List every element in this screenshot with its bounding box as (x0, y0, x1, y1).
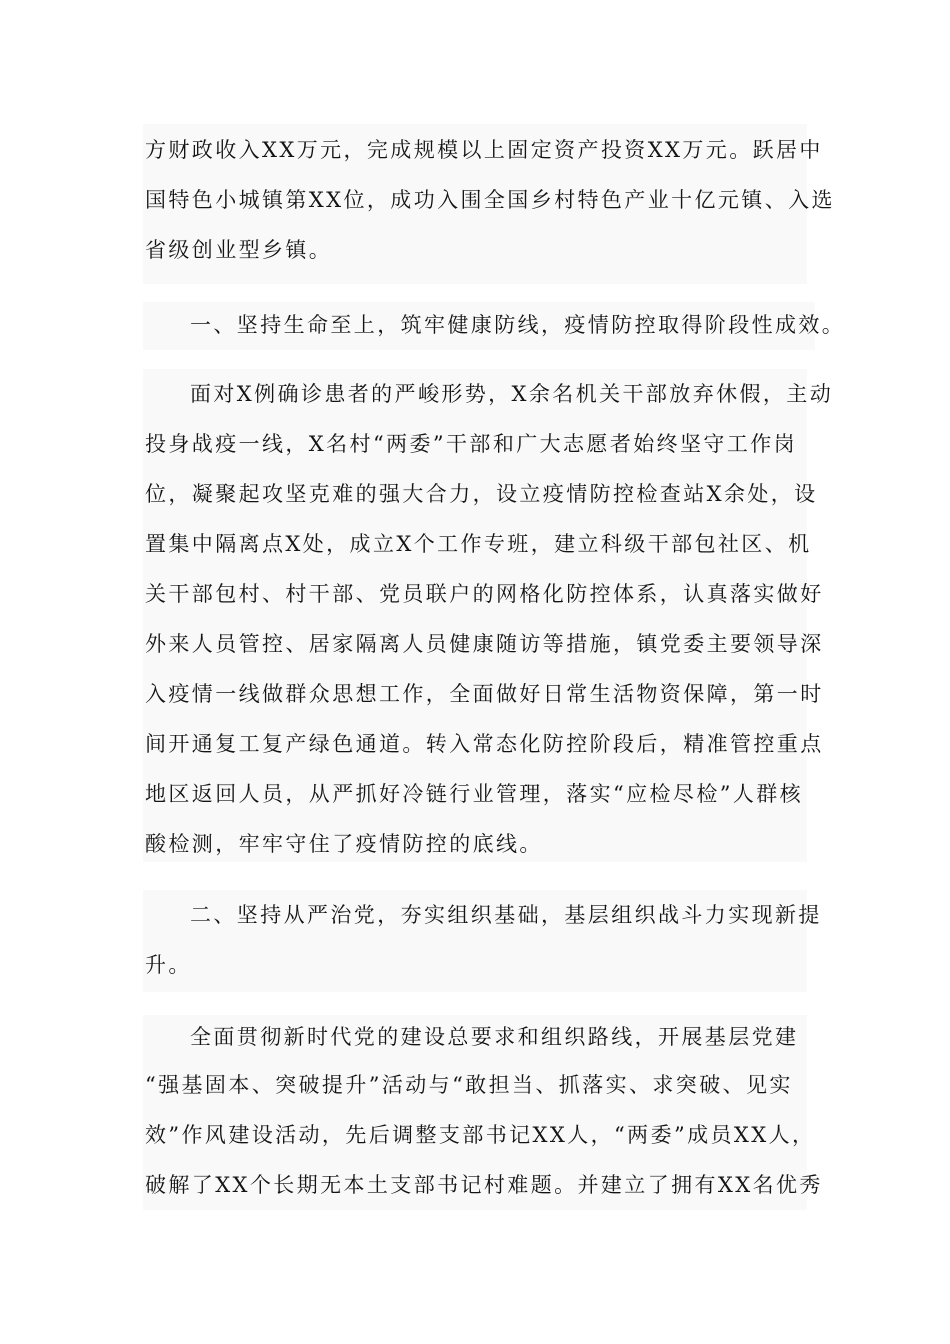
text-line: 关干部包村、村干部、党员联户的网格化防控体系，认真落实做好 (145, 582, 824, 606)
text-line: 面对X例确诊患者的严峻形势，X余名机关干部放弃休假，主动 (190, 382, 834, 406)
text-line: 国特色小城镇第XX位，成功入围全国乡村特色产业十亿元镇、入选 (145, 188, 835, 212)
text-line: 酸检测，牢牢守住了疫情防控的底线。 (145, 832, 543, 856)
text-line: 入疫情一线做群众思想工作，全面做好日常生活物资保障，第一时 (145, 682, 824, 706)
text-line: “强基固本、突破提升”活动与“敢担当、抓落实、求突破、见实 (145, 1073, 793, 1097)
section-2-paragraph (143, 1015, 823, 1210)
text-line: 投身战疫一线，X名村“两委”干部和广大志愿者始终坚守工作岗 (145, 432, 798, 456)
text-line: 外来人员管控、居家隔离人员健康随访等措施，镇党委主要领导深 (145, 632, 824, 656)
text-line: 破解了XX个长期无本土支部书记村难题。并建立了拥有XX名优秀 (145, 1173, 823, 1197)
heading-line: 升。 (145, 953, 192, 977)
heading-line: 二、坚持从严治党，夯实组织基础，基层组织战斗力实现新提 (190, 903, 822, 927)
text-line: 地区返回人员，从严抓好冷链行业管理，落实“应检尽检”人群核 (145, 782, 804, 806)
text-line: 省级创业型乡镇。 (145, 238, 333, 262)
text-line: 效”作风建设活动，先后调整支部书记XX人，“两委”成员XX人， (145, 1123, 816, 1147)
heading-line: 一、坚持生命至上，筑牢健康防线，疫情防控取得阶段性成效。 (190, 313, 846, 337)
section-1-paragraph (143, 369, 834, 862)
text-line: 置集中隔离点X处，成立X个工作专班，建立科级干部包社区、机 (145, 532, 812, 556)
intro-paragraph (143, 124, 835, 284)
text-line: 方财政收入XX万元，完成规模以上固定资产投资XX万元。跃居中 (145, 138, 823, 162)
text-line: 全面贯彻新时代党的建设总要求和组织路线，开展基层党建 (190, 1025, 799, 1049)
text-line: 间开通复工复产绿色通道。转入常态化防控阶段后，精准管控重点 (145, 732, 824, 756)
section-1-heading (143, 302, 846, 350)
text-line: 位，凝聚起攻坚克难的强大合力，设立疫情防控检查站X余处，设 (145, 482, 818, 506)
section-2-heading (143, 890, 822, 992)
